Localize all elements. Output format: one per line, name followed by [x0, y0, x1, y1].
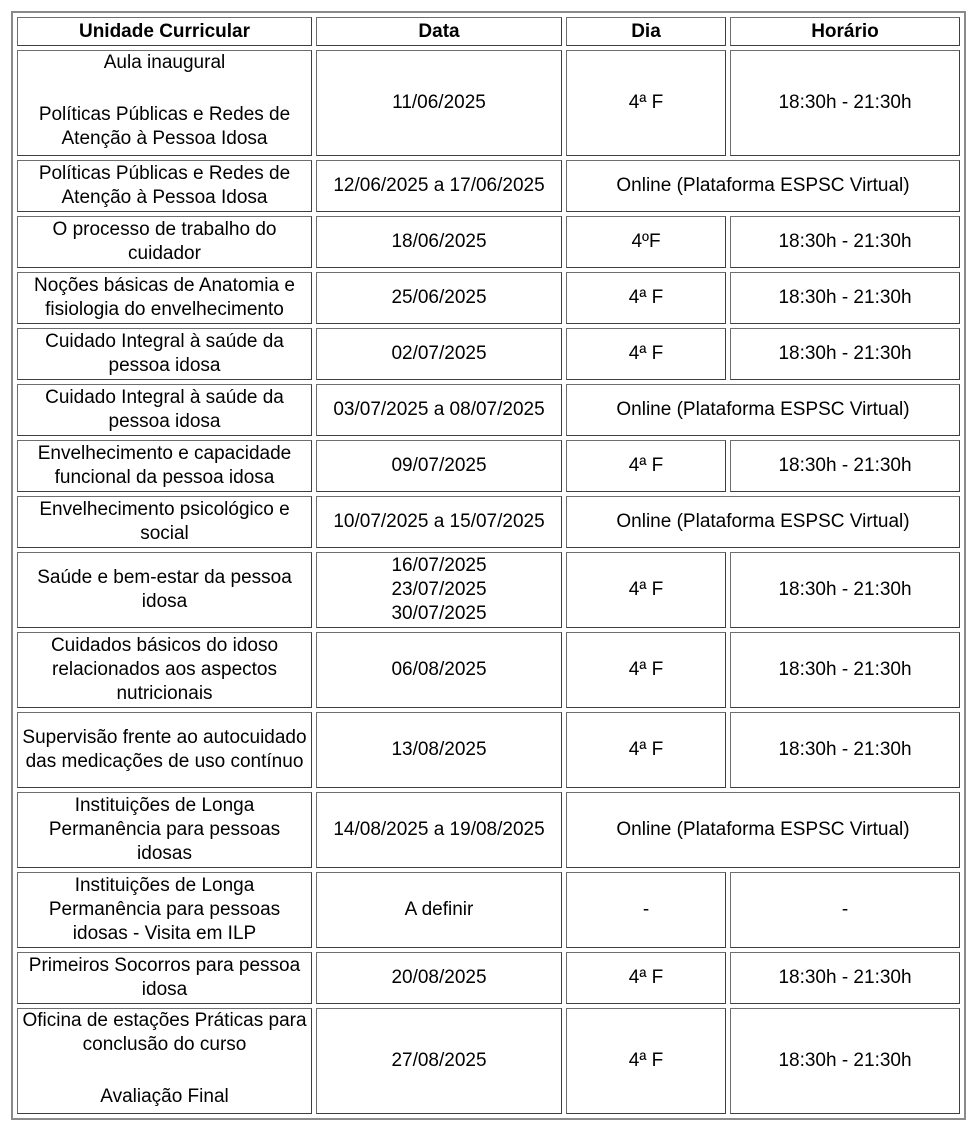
unidade-cell: Políticas Públicas e Redes de Atenção à Pessoa Idosa [17, 160, 312, 212]
spacer [20, 1057, 309, 1085]
data-cell: 14/08/2025 a 19/08/2025 [316, 792, 562, 868]
online-cell: Online (Plataforma ESPSC Virtual) [566, 160, 960, 212]
unidade-text: Políticas Públicas e Redes de Atenção à Pessoa Idosa [38, 104, 291, 149]
table-row [17, 552, 960, 628]
unidade-text: Oficina de estações Práticas para conclusão do curso [22, 1010, 307, 1055]
horario-cell: 18:30h - 21:30h [730, 328, 960, 380]
unidade-cell: Instituições de Longa Permanência para pessoas idosas [17, 792, 312, 868]
header-dia: Dia [566, 17, 726, 46]
data-cell: 13/08/2025 [316, 712, 562, 788]
unidade-text: Aula inaugural [103, 52, 226, 73]
spacer [20, 75, 309, 103]
dia-cell: 4ª F [566, 272, 726, 324]
table-row [17, 632, 960, 708]
date-line: 16/07/2025 [391, 555, 487, 576]
dia-cell: 4ª F [566, 952, 726, 1004]
unidade-cell: Cuidados básicos do idoso relacionados aos aspectos nutricionais [17, 632, 312, 708]
online-cell: Online (Plataforma ESPSC Virtual) [566, 792, 960, 868]
table-row [17, 440, 960, 492]
header-row [17, 17, 960, 46]
data-cell: 09/07/2025 [316, 440, 562, 492]
data-cell: 18/06/2025 [316, 216, 562, 268]
horario-cell: - [730, 872, 960, 948]
schedule-table [11, 11, 966, 1120]
dia-cell: 4ª F [566, 632, 726, 708]
data-cell [316, 552, 562, 628]
dia-cell: 4ª F [566, 328, 726, 380]
unidade-cell: Primeiros Socorros para pessoa idosa [17, 952, 312, 1004]
table-row [17, 216, 960, 268]
data-cell: 06/08/2025 [316, 632, 562, 708]
data-cell: 10/07/2025 a 15/07/2025 [316, 496, 562, 548]
horario-cell: 18:30h - 21:30h [730, 216, 960, 268]
data-cell: 25/06/2025 [316, 272, 562, 324]
unidade-cell: O processo de trabalho do cuidador [17, 216, 312, 268]
data-cell: A definir [316, 872, 562, 948]
table-row [17, 872, 960, 948]
horario-cell: 18:30h - 21:30h [730, 632, 960, 708]
horario-cell: 18:30h - 21:30h [730, 712, 960, 788]
data-cell: 02/07/2025 [316, 328, 562, 380]
table-row [17, 384, 960, 436]
schedule-container [11, 11, 966, 1120]
horario-cell: 18:30h - 21:30h [730, 272, 960, 324]
online-cell: Online (Plataforma ESPSC Virtual) [566, 384, 960, 436]
table-row [17, 50, 960, 156]
data-cell: 20/08/2025 [316, 952, 562, 1004]
horario-cell: 18:30h - 21:30h [730, 440, 960, 492]
table-row [17, 496, 960, 548]
unidade-cell [17, 1008, 312, 1114]
table-row [17, 272, 960, 324]
unidade-cell: Cuidado Integral à saúde da pessoa idosa [17, 328, 312, 380]
header-unidade: Unidade Curricular [17, 17, 312, 46]
dia-cell: 4ºF [566, 216, 726, 268]
unidade-cell: Noções básicas de Anatomia e fisiologia do envelhecimento [17, 272, 312, 324]
unidade-cell: Saúde e bem-estar da pessoa idosa [17, 552, 312, 628]
unidade-text: Avaliação Final [100, 1086, 229, 1107]
header-data: Data [316, 17, 562, 46]
dia-cell: 4ª F [566, 552, 726, 628]
dia-cell: 4ª F [566, 50, 726, 156]
table-row [17, 952, 960, 1004]
unidade-cell: Instituições de Longa Permanência para pessoas idosas - Visita em ILP [17, 872, 312, 948]
horario-cell: 18:30h - 21:30h [730, 1008, 960, 1114]
data-cell: 12/06/2025 a 17/06/2025 [316, 160, 562, 212]
unidade-cell: Supervisão frente ao autocuidado das medicações de uso contínuo [17, 712, 312, 788]
horario-cell: 18:30h - 21:30h [730, 50, 960, 156]
horario-cell: 18:30h - 21:30h [730, 552, 960, 628]
dia-cell: 4ª F [566, 440, 726, 492]
date-line: 30/07/2025 [391, 603, 487, 624]
data-cell: 03/07/2025 a 08/07/2025 [316, 384, 562, 436]
unidade-cell: Envelhecimento psicológico e social [17, 496, 312, 548]
horario-cell: 18:30h - 21:30h [730, 952, 960, 1004]
dia-cell: - [566, 872, 726, 948]
date-line: 23/07/2025 [391, 579, 487, 600]
online-cell: Online (Plataforma ESPSC Virtual) [566, 496, 960, 548]
table-row [17, 1008, 960, 1114]
data-cell: 11/06/2025 [316, 50, 562, 156]
header-horario: Horário [730, 17, 960, 46]
data-cell: 27/08/2025 [316, 1008, 562, 1114]
table-row [17, 712, 960, 788]
dia-cell: 4ª F [566, 1008, 726, 1114]
table-row [17, 160, 960, 212]
unidade-cell: Envelhecimento e capacidade funcional da pessoa idosa [17, 440, 312, 492]
unidade-cell [17, 50, 312, 156]
unidade-cell: Cuidado Integral à saúde da pessoa idosa [17, 384, 312, 436]
table-row [17, 792, 960, 868]
dia-cell: 4ª F [566, 712, 726, 788]
table-row [17, 328, 960, 380]
